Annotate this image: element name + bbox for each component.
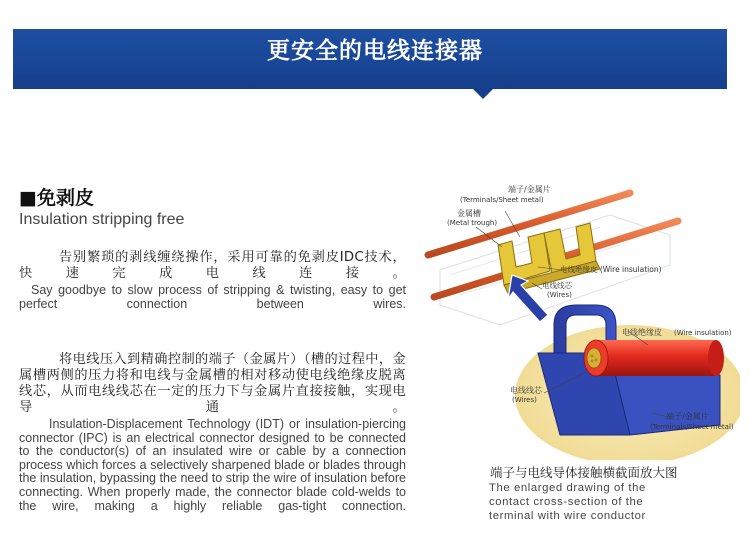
label-wires-en: (Wires)	[547, 291, 572, 299]
wire-cross-section	[584, 340, 724, 376]
paragraph-2-zh: 将电线压入到精确控制的端子（金属片）（槽的过程中，金属槽两侧的压力将和电线与金属槽的相对移动使电线绝缘皮脱离线芯，从而电线线芯在一定的压力下与金属片直接接触，实现电导通。	[19, 352, 406, 415]
label-trough-en: (Metal trough)	[447, 219, 498, 227]
label-insulation-2-en: (Wire insulation)	[674, 329, 732, 337]
label-wires-2: 电线线芯	[510, 386, 542, 395]
label-wires-2-en: (Wires)	[512, 396, 537, 404]
label-insulation-2: 电线绝缘皮	[622, 328, 662, 337]
paragraph-1-zh: 告别繁琐的剥线缠绕操作，采用可靠的免剥皮IDC技术，快速完成电线连接。	[19, 250, 406, 281]
label-terminals: 端子/金属片	[508, 185, 551, 194]
paragraph-1-en: Say goodbye to slow process of stripping & twisting, easy to get perfect connection between wires.	[19, 283, 406, 311]
label-terminals-2-en: (Terminals/Sheet metal)	[650, 423, 734, 431]
section-heading: ■免剥皮	[19, 187, 94, 209]
label-terminals-2: 端子/金属片	[666, 412, 709, 421]
diagram-caption-en: The enlarged drawing of the contact cross-section of the terminal with wire conductor	[489, 482, 646, 522]
paragraph-2-en: Insulation-Displacement Technology (IDT) or insulation-piercing connector (IPC) is an electrical connector designed to be connected to the conductor(s) of an insulated wire or cable by a connection process which forces a selectively sharpened blade or blades through the insulation, bypassing the need to strip the wire of insulation before connecting. When properly made, the connector blade cold-welds to the wire, making a highly reliable gas-tight connection.	[19, 417, 406, 513]
diagram-caption-zh: 端子与电线导体接触横截面放大图	[490, 465, 678, 480]
page-title: 更安全的电线连接器	[267, 37, 483, 64]
banner-notch	[472, 88, 494, 99]
section-subheading: Insulation stripping free	[19, 211, 185, 228]
idc-connector-diagram	[420, 175, 740, 460]
label-terminals-en: (Terminals/Sheet metal)	[460, 196, 544, 204]
label-insulation: 电线绝缘皮 (Wire insulation)	[560, 265, 662, 274]
label-wires: 电线线芯	[542, 281, 572, 290]
label-trough: 金属槽	[457, 209, 481, 218]
